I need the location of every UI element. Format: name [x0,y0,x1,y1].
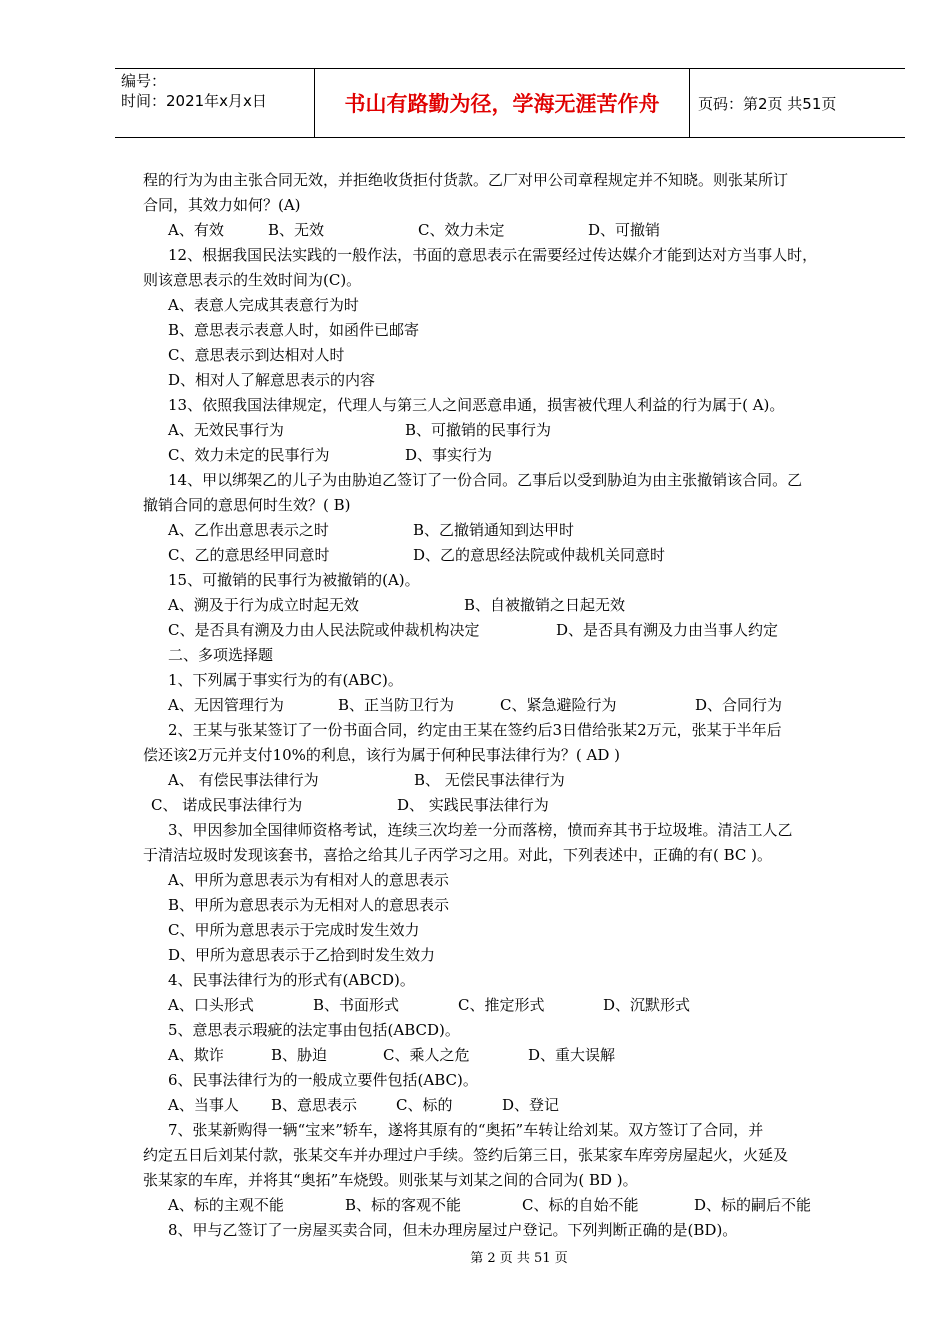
option: C、效力未定 [418,221,505,239]
options-row [143,1043,888,1068]
header-motto: 书山有路勤为径，学海无涯苦作舟 [315,69,690,137]
option: C、紧急避险行为 [500,696,617,714]
question-text: 13、依照我国法律规定，代理人与第三人之间恶意串通，损害被代理人利益的行为属于( A)。 [168,396,785,414]
option: D、甲所为意思表示于乙拾到时发生效力 [168,946,436,964]
options-row [143,593,888,618]
question-text: 12、根据我国民法实践的一般作法，书面的意思表示在需要经过传达媒介才能到达对方当事人时， [168,246,818,264]
options-row [143,418,888,443]
option: C、是否具有溯及力由人民法院或仲裁机构决定 [168,621,480,639]
option: C、甲所为意思表示于完成时发生效力 [168,921,420,939]
option: C、标的 [396,1096,453,1114]
option: B、自被撤销之日起无效 [464,596,626,614]
document-body [143,168,888,1243]
question-text: 6、民事法律行为的一般成立要件包括(ABC)。 [168,1071,478,1089]
text-line: 则该意思表示的生效时间为(C)。 [143,271,362,289]
option: B、可撤销的民事行为 [405,421,552,439]
page-footer [0,1247,950,1266]
option: C、效力未定的民事行为 [168,446,330,464]
option: B、意思表示 [271,1096,358,1114]
option: A、标的主观不能 [168,1196,284,1214]
time-label: 时间：2021年x月x日 [121,92,267,110]
option: D、标的嗣后不能 [694,1196,812,1214]
text-line: 撤销合同的意思何时生效？( B) [143,496,351,514]
text-line: 张某家的车库，并将其“奥拓”车烧毁。则张某与刘某之间的合同为( BD )。 [143,1171,638,1189]
option: C、意思表示到达相对人时 [168,346,345,364]
option: D、乙的意思经法院或仲裁机关同意时 [413,546,666,564]
question-text: 2、王某与张某签订了一份书面合同，约定由王某在签约后3日借给张某2万元，张某于半年后 [168,721,782,739]
page-number: 第 2 页 共 51 页 [470,1251,568,1266]
option: A、乙作出意思表示之时 [168,521,329,539]
options-row [143,443,888,468]
option: D、登记 [502,1096,560,1114]
option: C、推定形式 [458,996,545,1014]
option: B、书面形式 [313,996,400,1014]
option: A、口头形式 [168,996,254,1014]
header-page-code: 页码：第2页 共51页 [698,94,837,113]
option: A、欺诈 [168,1046,224,1064]
text-line: 程的行为为由主张合同无效，并拒绝收货拒付货款。乙厂对甲公司章程规定并不知晓。则张某所订 [143,171,789,189]
option: D、相对人了解意思表示的内容 [168,371,376,389]
option: A、无因管理行为 [168,696,284,714]
question-text: 3、甲因参加全国律师资格考试，连续三次均差一分而落榜，愤而弃其书于垃圾堆。清洁工人乙 [168,821,793,839]
question-text: 7、张某新购得一辆“宝来”轿车，遂将其原有的“奥拓”车转让给刘某。双方签订了合同，并 [168,1121,764,1139]
option: D、合同行为 [695,696,783,714]
option: B、意思表示表意人时，如函件已邮寄 [168,321,420,339]
option: D、是否具有溯及力由当事人约定 [556,621,779,639]
option: D、 实践民事法律行为 [397,796,549,814]
option: A、表意人完成其表意行为时 [168,296,359,314]
options-row [143,993,888,1018]
options-row [143,543,888,568]
text-line: 于清洁垃圾时发现该套书，喜拾之给其儿子丙学习之用。对此，下列表述中，正确的有( BC )。 [143,846,773,864]
option: C、 诺成民事法律行为 [151,796,303,814]
header-info [115,69,315,137]
option: B、胁迫 [271,1046,328,1064]
option: D、重大误解 [528,1046,616,1064]
option: B、正当防卫行为 [338,696,455,714]
question-text: 15、可撤销的民事行为被撤销的(A)。 [168,571,420,589]
options-row [143,618,888,643]
option: D、事实行为 [405,446,493,464]
option: A、当事人 [168,1096,239,1114]
option: A、 有偿民事法律行为 [168,771,319,789]
options-row [143,793,888,818]
question-text: 8、甲与乙签订了一房屋买卖合同，但未办理房屋过户登记。下列判断正确的是(BD)。 [168,1221,738,1239]
text-line: 偿还该2万元并支付10%的利息，该行为属于何种民事法律行为？( AD ) [143,746,620,764]
options-row [143,1093,888,1118]
option: A、溯及于行为成立时起无效 [168,596,359,614]
option: B、甲所为意思表示为无相对人的意思表示 [168,896,450,914]
text-line: 约定五日后刘某付款，张某交车并办理过户手续。签约后第三日，张某家车库旁房屋起火，火延及 [143,1146,789,1164]
option: D、可撤销 [588,221,661,239]
question-text: 4、民事法律行为的形式有(ABCD)。 [168,971,415,989]
option: A、无效民事行为 [168,421,284,439]
options-row [143,1193,888,1218]
option: C、乘人之危 [383,1046,470,1064]
options-row [143,693,888,718]
question-text: 14、甲以绑架乙的儿子为由胁迫乙签订了一份合同。乙事后以受到胁迫为由主张撤销该合同。乙 [168,471,803,489]
option: A、有效 [168,221,224,239]
option: B、标的客观不能 [345,1196,462,1214]
option: C、乙的意思经甲同意时 [168,546,330,564]
options-row [143,518,888,543]
question-text: 5、意思表示瑕疵的法定事由包括(ABCD)。 [168,1021,460,1039]
options-row [143,218,888,243]
options-row [143,768,888,793]
section-heading: 二、多项选择题 [168,646,274,664]
number-label: 编号： [121,72,167,90]
option: D、沉默形式 [603,996,691,1014]
question-text: 1、下列属于事实行为的有(ABC)。 [168,671,403,689]
option: B、乙撤销通知到达甲时 [413,521,575,539]
text-line: 合同，其效力如何？(A) [143,196,301,214]
page-header [115,68,905,138]
option: C、标的自始不能 [522,1196,639,1214]
option: A、甲所为意思表示为有相对人的意思表示 [168,871,449,889]
option: B、 无偿民事法律行为 [414,771,565,789]
option: B、无效 [268,221,325,239]
